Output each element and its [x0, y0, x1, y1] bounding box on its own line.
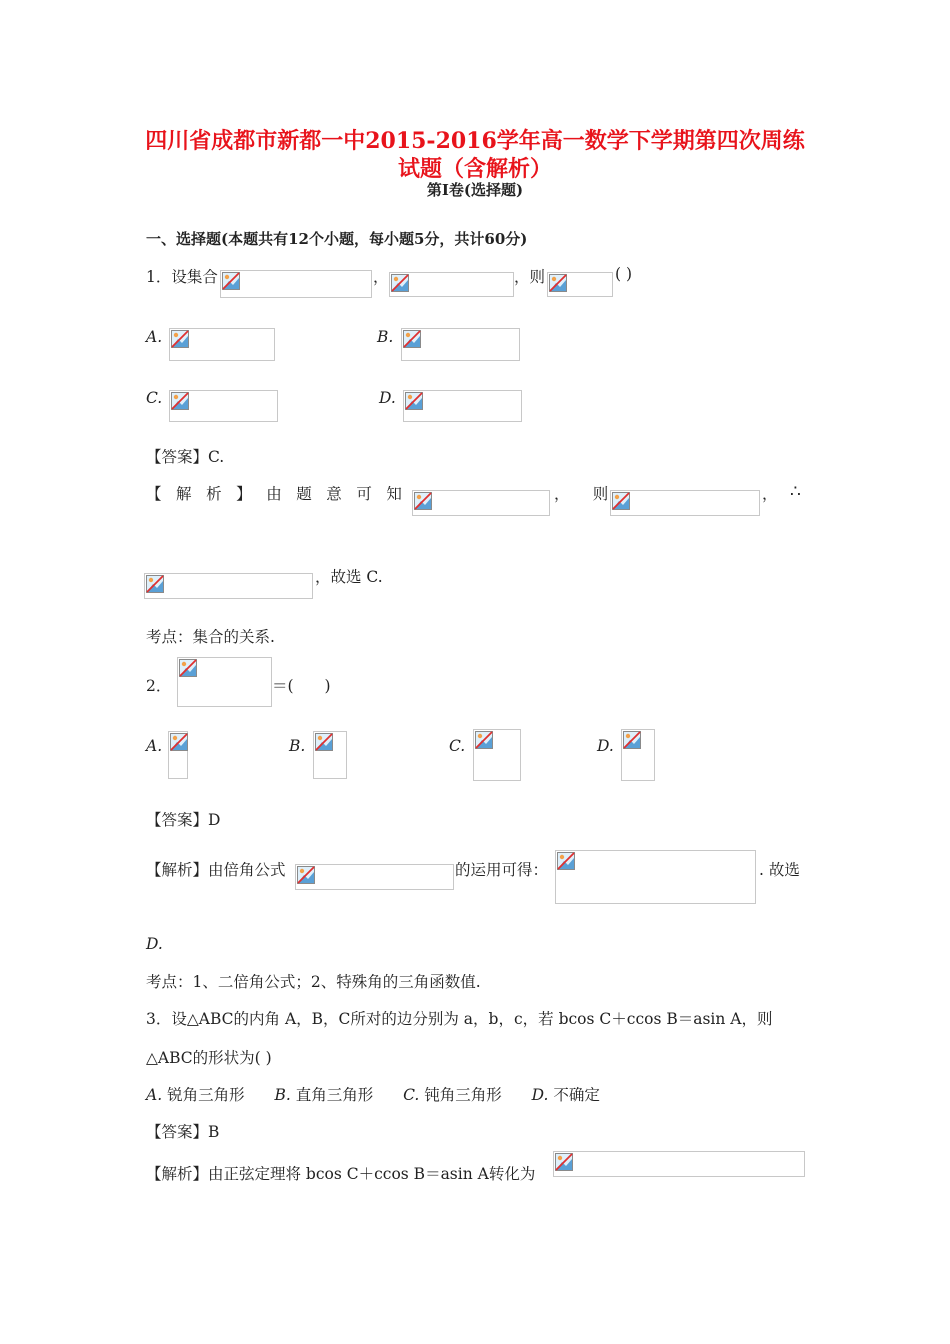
broken-image-icon [391, 274, 409, 292]
analysis-char: 知 [386, 485, 402, 503]
q3-option-c-label: C. [403, 1086, 420, 1104]
analysis-char: 可 [356, 485, 372, 503]
q3-stem-line2: △ABC的形状为( ) [146, 1049, 272, 1067]
formula-image-set-b [389, 272, 514, 297]
q1-option-d-label: D. [379, 389, 396, 407]
q1-option-b-image [401, 328, 520, 361]
analysis-char: 题 [296, 485, 312, 503]
broken-image-icon [623, 731, 641, 749]
q1-then: ，则 [514, 268, 546, 286]
analysis-char: 析 [206, 485, 222, 503]
analysis-char: 解 [176, 485, 192, 503]
analysis-char: 由 [266, 485, 282, 503]
q1-analysis-comma: ， [762, 485, 778, 503]
q2-analysis-choose: . 故选 [759, 861, 800, 879]
q1-analysis-then: ， 则 [554, 485, 609, 503]
q3-options [146, 1083, 600, 1105]
q1-comma: ， [373, 268, 389, 286]
q1-option-a-image [169, 328, 275, 361]
q1-analysis-image-2 [610, 490, 760, 516]
q1-option-d-image [403, 390, 522, 422]
q2-result-image [555, 850, 756, 904]
therefore-symbol: ∴ [790, 482, 801, 502]
q1-option-c-image [169, 390, 278, 422]
q3-formula-image [553, 1151, 805, 1177]
formula-image-set-a [220, 270, 372, 298]
q2-option-a-label: A. [146, 737, 163, 755]
analysis-char: 【 [146, 485, 162, 503]
broken-image-icon [403, 330, 421, 348]
q2-lead: 2． [146, 677, 172, 695]
q1-analysis-end: ，故选 C. [315, 568, 383, 586]
broken-image-icon [170, 733, 188, 751]
q3-option-c-text: 钝角三角形 [424, 1086, 502, 1104]
q2-option-a-image [168, 731, 188, 779]
q2-analysis-lead: 【解析】由倍角公式 [146, 861, 286, 879]
q2-analysis-mid: 的运用可得： [455, 861, 549, 879]
q3-option-b-text: 直角三角形 [295, 1086, 374, 1104]
q2-option-b-image [313, 731, 347, 779]
broken-image-icon [405, 392, 423, 410]
q3-option-d-label: D. [531, 1086, 549, 1104]
q2-option-b-label: B. [289, 737, 306, 755]
document-title-line1: 四川省成都市新都一中2015-2016学年高一数学下学期第四次周练 [145, 128, 805, 154]
q2-expression-image [177, 657, 272, 707]
section-heading: 一、选择题(本题共有12个小题，每小题5分，共计60分) [146, 230, 528, 248]
broken-image-icon [297, 866, 315, 884]
q1-paren: ( ) [615, 265, 633, 283]
q3-answer: 【答案】B [146, 1123, 220, 1141]
q3-stem-line1: 3．设△ABC的内角 A，B，C所对的边分别为 a，b，c，若 bcos C＋ccos B＝asin A，则 [146, 1010, 773, 1028]
broken-image-icon [179, 659, 197, 677]
q1-analysis-image-3 [144, 573, 313, 599]
q1-option-c-label: C. [146, 389, 163, 407]
broken-image-icon [612, 492, 630, 510]
q3-option-b-label: B. [274, 1086, 291, 1104]
q1-kaodian: 考点：集合的关系. [146, 628, 275, 646]
q1-analysis-lead [146, 482, 402, 504]
q3-analysis: 【解析】由正弦定理将 bcos C＋ccos B＝asin A转化为 [146, 1165, 536, 1183]
q3-option-d-text: 不确定 [553, 1086, 600, 1104]
q2-equals-paren: ＝( ) [272, 677, 331, 695]
broken-image-icon [222, 272, 240, 290]
q1-analysis-image-1 [412, 490, 550, 516]
broken-image-icon [557, 852, 575, 870]
q1-option-a-label: A. [146, 328, 163, 346]
q2-option-d-label: D. [597, 737, 614, 755]
q1-option-b-label: B. [377, 328, 394, 346]
q3-option-a-label: A. [146, 1086, 163, 1104]
q2-analysis-answer: D. [146, 935, 163, 953]
broken-image-icon [146, 575, 164, 593]
document-subtitle: 第Ⅰ卷(选择题) [426, 181, 524, 199]
formula-image-relation [547, 272, 613, 297]
q2-formula-image [295, 864, 454, 890]
q2-option-c-image [473, 729, 521, 781]
broken-image-icon [549, 274, 567, 292]
analysis-char: 意 [326, 485, 342, 503]
q2-option-c-label: C. [449, 737, 466, 755]
broken-image-icon [171, 392, 189, 410]
document-title-line2: 试题（含解析） [397, 156, 552, 182]
q3-option-a-text: 锐角三角形 [167, 1086, 245, 1104]
broken-image-icon [414, 492, 432, 510]
analysis-char: 】 [236, 485, 252, 503]
q1-lead: 1．设集合 [146, 268, 218, 286]
q2-option-d-image [621, 729, 655, 781]
q1-answer: 【答案】C. [146, 448, 225, 466]
broken-image-icon [171, 330, 189, 348]
broken-image-icon [475, 731, 493, 749]
q2-kaodian: 考点：1、二倍角公式；2、特殊角的三角函数值. [146, 973, 481, 991]
q2-answer: 【答案】D [146, 811, 221, 829]
broken-image-icon [315, 733, 333, 751]
broken-image-icon [555, 1153, 573, 1171]
